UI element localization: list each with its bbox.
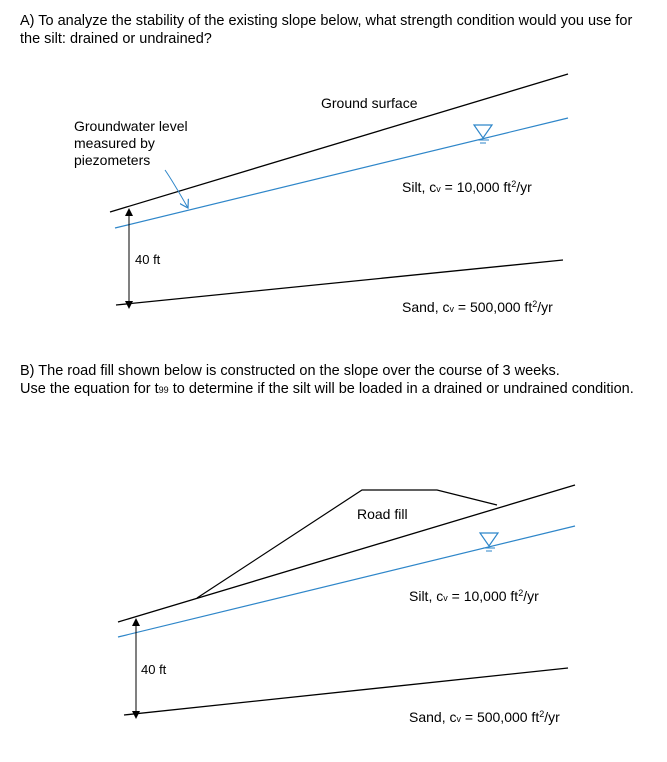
depth-label-a: 40 ft	[135, 252, 161, 267]
groundwater-level-label: Groundwater level measured by piezometers	[74, 118, 188, 168]
sand-label-a: Sand, cv = 500,000 $ft^2/yr$	[402, 299, 553, 315]
water-table-line-b	[118, 526, 575, 637]
road-fill-label: Road fill	[357, 506, 408, 522]
silt-label-b: Silt, cv = 10,000 $ft^2/yr$	[409, 588, 539, 604]
water-table-symbol-icon-b	[480, 533, 498, 546]
question-b-text: B) The road fill shown below is constructed on the slope over the course of 3 weeks. Use the equation for t99 to determine if the silt will be loaded in a drained or undrained condition.	[20, 363, 634, 397]
sand-label-b: Sand, cv = 500,000 $ft^2/yr$	[409, 709, 560, 725]
ground-surface-label: Ground surface	[321, 95, 418, 111]
depth-label-b: 40 ft	[141, 662, 167, 677]
question-a-text: A) To analyze the stability of the existing slope below, what strength condition would you use for the silt: drained or undrained?	[20, 13, 633, 47]
silt-label-a: Silt, cv = 10,000 $ft^2/yr$	[402, 179, 532, 195]
